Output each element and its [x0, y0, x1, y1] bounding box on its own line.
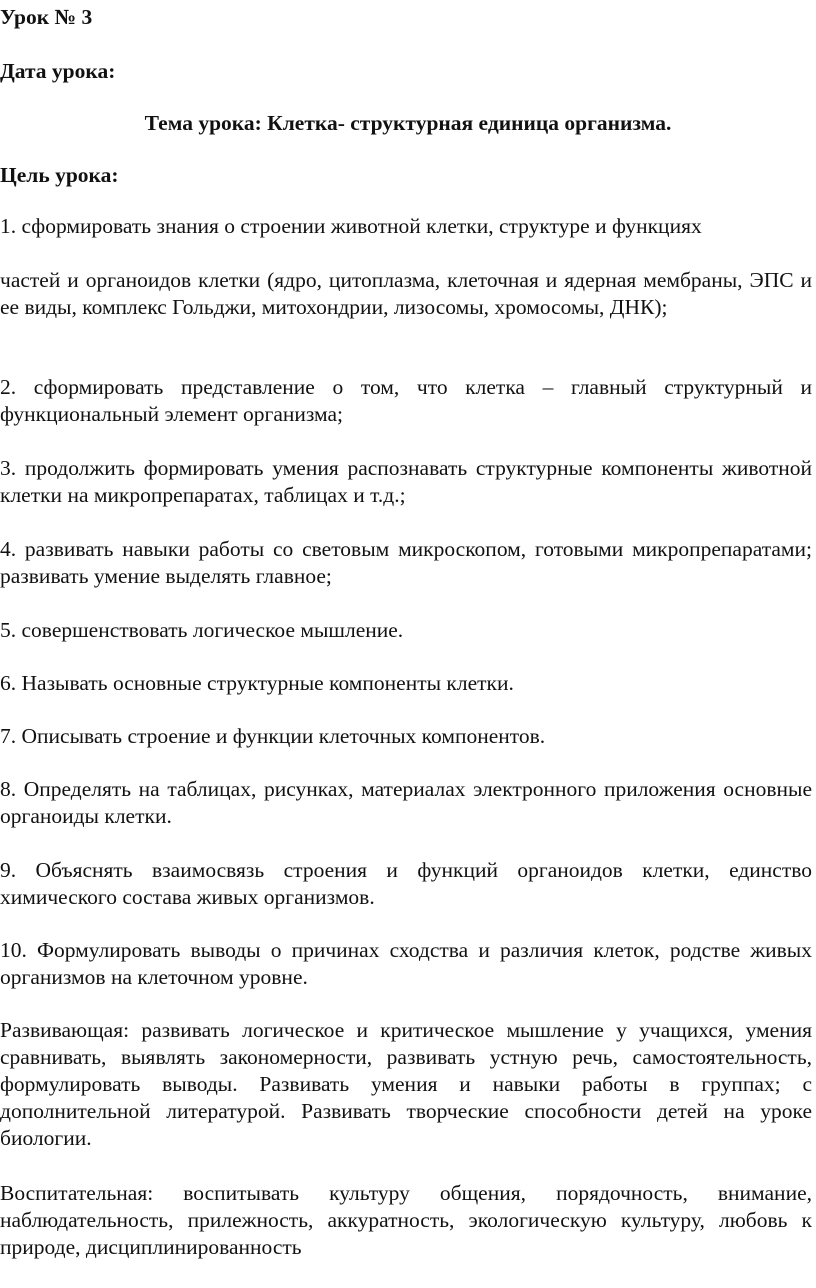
- goal-item-4: 4. развивать навыки работы со световым микроскопом, готовыми микропрепаратами; развивать умение выделять главное;: [0, 537, 812, 588]
- lesson-number: Урок № 3: [0, 5, 93, 29]
- goal-item-2: 2. сформировать представление о том, что клетка – главный структурный и функциональный элемент организма;: [0, 375, 812, 426]
- goal-item-5: 5. совершенствовать логическое мышление.: [0, 618, 404, 642]
- goal-label: Цель урока:: [0, 163, 119, 187]
- lesson-date-label: Дата урока:: [0, 59, 116, 83]
- lesson-topic: Тема урока: Клетка- структурная единица организма.: [144, 111, 672, 135]
- goal-item-10: 10. Формулировать выводы о причинах сходства и различия клеток, родстве живых организмов на клеточном уровне.: [0, 938, 812, 989]
- goal-item-6: 6. Называть основные структурные компоненты клетки.: [0, 671, 514, 695]
- goal-item-9: 9. Объяснять взаимосвязь строения и функций органоидов клетки, единство химического состава живых организмов.: [0, 858, 812, 909]
- developmental-goals: Развивающая: развивать логическое и критическое мышление у учащихся, умения сравнивать, выявлять закономерности, развивать устную речь, самостоятельность, формулировать выводы. Развивать умения и навыки работы в группах; с дополнительной литературой. Развивать творческие способности детей на уроке биологии.: [0, 1018, 812, 1150]
- goal-item-3: 3. продолжить формировать умения распознавать структурные компоненты животной клетки на микропрепаратах, таблицах и т.д.;: [0, 456, 812, 507]
- goal-item-1-continued: частей и органоидов клетки (ядро, цитоплазма, клеточная и ядерная мембраны, ЭПС и ее виды, комплекс Гольджи, митохондрии, лизосомы, хромосомы, ДНК);: [0, 268, 812, 319]
- educational-goals: Воспитательная: воспитывать культуру общения, порядочность, внимание, наблюдательность, прилежность, аккуратность, экологическую культуру, любовь к природе, дисциплинированность: [0, 1181, 812, 1259]
- goal-item-8: 8. Определять на таблицах, рисунках, материалах электронного приложения основные органоиды клетки.: [0, 777, 812, 828]
- goal-item-1: 1. сформировать знания о строении животной клетки, структуре и функциях: [0, 214, 702, 238]
- goal-item-7: 7. Описывать строение и функции клеточных компонентов.: [0, 724, 546, 748]
